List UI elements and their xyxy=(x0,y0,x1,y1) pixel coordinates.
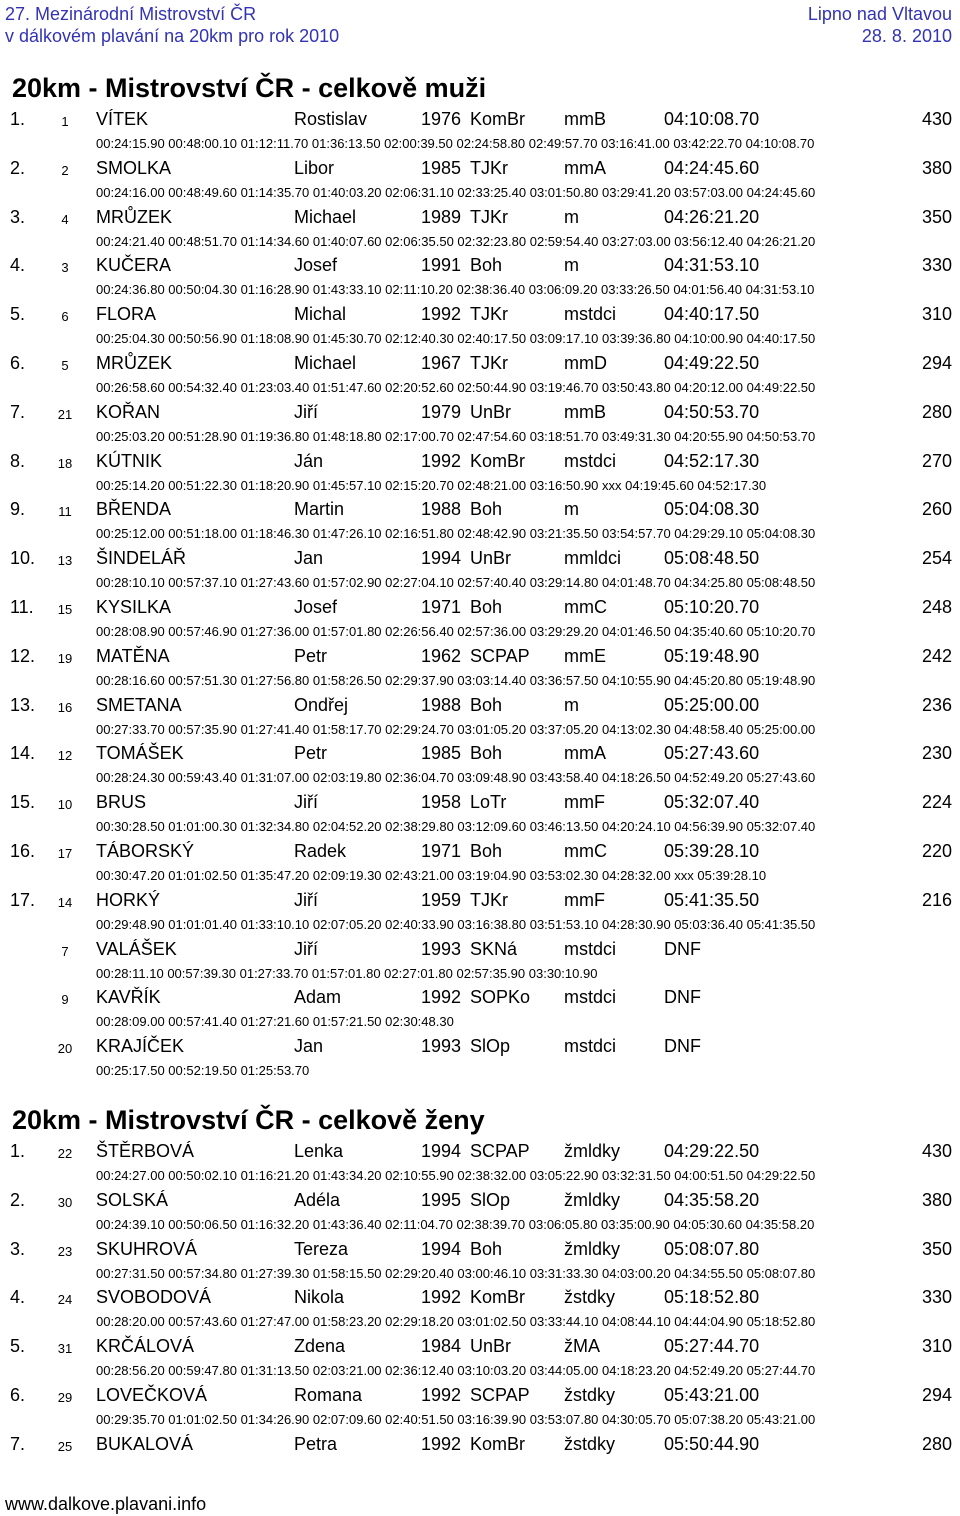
points: 430 xyxy=(921,109,952,129)
first-name: Nikola xyxy=(294,1287,345,1308)
category: mstdci xyxy=(564,938,617,959)
rank-cell: 4. xyxy=(10,1287,26,1308)
split-times: 00:28:24.30 00:59:43.40 01:31:07.00 02:03:19.80 02:36:04.70 03:09:48.90 03:43:58.40 04:18:26.50 04:52:49.20 05:27:43.60 xyxy=(96,770,816,786)
surname: MRŮZEK xyxy=(96,353,172,373)
result-row xyxy=(0,1189,960,1237)
finish-time: 05:39:28.10 xyxy=(664,841,760,861)
split-times: 00:30:28.50 01:01:00.30 01:32:34.80 02:04:52.20 02:38:29.80 03:12:09.60 03:46:13.50 04:20:24.10 04:56:39.90 05:32:07.40 xyxy=(96,819,816,835)
split-times: 00:24:21.40 00:48:51.70 01:14:34.60 01:40:07.60 02:06:35.50 02:32:23.80 02:59:54.40 03:27:03.00 03:56:12.40 04:26:21.20 xyxy=(96,233,816,249)
club: SlOp xyxy=(470,1189,511,1210)
result-row xyxy=(0,645,960,693)
first-name: Jan xyxy=(294,548,324,569)
split-times: 00:30:47.20 01:01:02.50 01:35:47.20 02:09:19.30 02:43:21.00 03:19:04.90 03:53:02.30 04:28:32.00 xxx 05:39:28.10 xyxy=(96,868,767,883)
points: 380 xyxy=(921,1189,952,1210)
start-number: 9 xyxy=(61,992,69,1008)
rank-cell: 2. xyxy=(10,1189,26,1210)
first-name: Adam xyxy=(294,987,342,1008)
first-name: Jan xyxy=(294,1036,324,1057)
section-title: 20km - Mistrovství ČR - celkově ženy xyxy=(12,1105,485,1135)
points: 220 xyxy=(921,841,952,861)
points: 294 xyxy=(921,1385,952,1405)
first-name: Libor xyxy=(294,157,335,178)
birth-year: 1992 xyxy=(421,1287,462,1308)
club: KomBr xyxy=(470,1433,526,1454)
rank-cell: 11. xyxy=(10,597,34,617)
split-times: 00:29:48.90 01:01:01.40 01:33:10.10 02:07:05.20 02:40:33.90 03:16:38.80 03:51:53.10 04:28:30.90 05:03:36.40 05:41:35.50 xyxy=(96,916,816,932)
split-times: 00:27:33.70 00:57:35.90 01:27:41.40 01:58:17.70 02:29:24.70 03:01:05.20 03:37:05.20 04:13:02.30 04:48:58.40 05:25:00.00 xyxy=(96,721,816,737)
start-number: 14 xyxy=(57,894,73,910)
birth-year: 1967 xyxy=(421,353,462,373)
birth-year: 1992 xyxy=(421,304,462,325)
rank-cell: 3. xyxy=(10,206,26,227)
surname: SOLSKÁ xyxy=(96,1189,169,1210)
split-times: 00:24:15.90 00:48:00.10 01:12:11.70 01:36:13.50 02:00:39.50 02:24:58.80 02:49:57.70 03:16:41.00 03:42:22.70 04:10:08.70 xyxy=(96,136,815,151)
start-number: 21 xyxy=(57,406,73,422)
category: mmA xyxy=(564,743,606,764)
finish-time: 04:24:45.60 xyxy=(664,157,760,178)
split-times: 00:28:20.00 00:57:43.60 01:27:47.00 01:58:23.20 02:29:18.20 03:01:02.50 03:33:44.10 04:08:44.10 04:44:04.90 05:18:52.80 xyxy=(96,1314,816,1330)
result-row xyxy=(0,596,960,644)
surname: MATĚNA xyxy=(96,645,170,666)
points: 310 xyxy=(921,1336,952,1357)
result-row xyxy=(0,791,960,839)
birth-year: 1985 xyxy=(421,157,462,178)
points: 330 xyxy=(921,1287,952,1308)
start-number: 1 xyxy=(61,114,69,129)
finish-time: 05:25:00.00 xyxy=(664,694,760,715)
category: žstdky xyxy=(564,1433,616,1454)
finish-time: 05:43:21.00 xyxy=(664,1385,760,1405)
rank-cell: 8. xyxy=(10,450,26,471)
event-title: 27. Mezinárodní Mistrovství ČR xyxy=(5,4,257,24)
points: 430 xyxy=(921,1141,952,1161)
birth-year: 1985 xyxy=(421,743,462,764)
split-times: 00:26:58.60 00:54:32.40 01:23:03.40 01:51:47.60 02:20:52.60 02:50:44.90 03:19:46.70 03:50:43.80 04:20:12.00 04:49:22.50 xyxy=(96,380,816,395)
surname: KOŘAN xyxy=(96,401,161,422)
result-row xyxy=(0,1384,960,1432)
category: m xyxy=(564,255,579,276)
split-times: 00:24:39.10 00:50:06.50 01:16:32.20 01:43:36.40 02:11:04.70 02:38:39.70 03:06:05.80 03:35:00.90 04:05:30.60 04:35:58.20 xyxy=(96,1216,815,1232)
rank-cell: 7. xyxy=(10,1433,26,1454)
rank-cell: 5. xyxy=(10,1336,26,1357)
category: mstdci xyxy=(564,450,617,471)
finish-time: 05:32:07.40 xyxy=(664,792,760,813)
start-number: 19 xyxy=(57,650,73,666)
start-number: 2 xyxy=(61,162,69,178)
first-name: Tereza xyxy=(294,1238,349,1259)
rank-cell: 12. xyxy=(10,645,36,666)
first-name: Jiří xyxy=(294,792,318,813)
first-name: Ján xyxy=(294,450,324,471)
split-times: 00:28:56.20 00:59:47.80 01:31:13.50 02:03:21.00 02:36:12.40 03:10:03.20 03:44:05.00 04:18:23.20 04:52:49.20 05:27:44.70 xyxy=(96,1363,816,1379)
result-row xyxy=(0,547,960,595)
points: 280 xyxy=(921,401,952,422)
birth-year: 1962 xyxy=(421,645,462,666)
split-times: 00:28:10.10 00:57:37.10 01:27:43.60 01:57:02.90 02:27:04.10 02:57:40.40 03:29:14.80 04:01:48.70 04:34:25.80 05:08:48.50 xyxy=(96,575,816,591)
finish-time: 04:29:22.50 xyxy=(664,1141,760,1161)
points: 310 xyxy=(921,304,952,325)
first-name: Adéla xyxy=(294,1189,341,1210)
first-name: Rostislav xyxy=(294,109,368,129)
category: žstdky xyxy=(564,1287,616,1308)
start-number: 12 xyxy=(57,748,73,764)
page-header xyxy=(0,0,960,46)
birth-year: 1991 xyxy=(421,255,462,276)
birth-year: 1988 xyxy=(421,694,462,715)
result-row xyxy=(0,1035,960,1083)
finish-time: 04:49:22.50 xyxy=(664,353,760,373)
start-number: 31 xyxy=(57,1341,73,1357)
finish-time: 05:10:20.70 xyxy=(664,597,760,617)
birth-year: 1971 xyxy=(421,597,462,617)
points: 294 xyxy=(921,353,952,373)
finish-time: 05:18:52.80 xyxy=(664,1287,760,1308)
club: TJKr xyxy=(470,353,508,373)
finish-time: 05:50:44.90 xyxy=(664,1433,760,1454)
club: Boh xyxy=(470,743,503,764)
first-name: Michael xyxy=(294,206,357,227)
points: 230 xyxy=(921,743,952,764)
first-name: Michal xyxy=(294,304,347,325)
first-name: Ondřej xyxy=(294,694,349,715)
category: mstdci xyxy=(564,987,617,1008)
first-name: Michael xyxy=(294,353,357,373)
rank-cell: 17. xyxy=(10,889,36,910)
category: m xyxy=(564,499,579,520)
start-number: 22 xyxy=(57,1146,73,1161)
finish-time: 04:35:58.20 xyxy=(664,1189,760,1210)
surname: KRČÁLOVÁ xyxy=(96,1336,195,1357)
category: mmF xyxy=(564,889,605,910)
start-number: 15 xyxy=(57,602,73,617)
result-row xyxy=(0,840,960,888)
points: 380 xyxy=(921,157,952,178)
rank-cell: 14. xyxy=(10,743,36,764)
surname: SMETANA xyxy=(96,694,182,715)
event-subtitle: v dálkovém plavání na 20km pro rok 2010 xyxy=(5,26,340,46)
club: SCPAP xyxy=(470,1385,530,1405)
result-row xyxy=(0,938,960,986)
result-row xyxy=(0,498,960,546)
club: Boh xyxy=(470,694,503,715)
birth-year: 1995 xyxy=(421,1189,462,1210)
start-number: 11 xyxy=(58,504,72,520)
points: 254 xyxy=(921,548,952,569)
club: SKNá xyxy=(470,938,518,959)
birth-year: 1958 xyxy=(421,792,462,813)
club: UnBr xyxy=(470,1336,512,1357)
start-number: 6 xyxy=(61,309,69,325)
rank-cell: 2. xyxy=(10,157,26,178)
result-row xyxy=(0,1286,960,1334)
split-times: 00:28:11.10 00:57:39.30 01:27:33.70 01:57:01.80 02:27:01.80 02:57:35.90 03:30:10.90 xyxy=(96,965,598,981)
club: LoTr xyxy=(470,792,507,813)
first-name: Petr xyxy=(294,645,328,666)
finish-time: 04:40:17.50 xyxy=(664,304,760,325)
result-row xyxy=(0,254,960,302)
first-name: Jiří xyxy=(294,938,318,959)
rank-cell: 10. xyxy=(10,548,36,569)
result-row xyxy=(0,986,960,1034)
result-row xyxy=(0,694,960,742)
club: KomBr xyxy=(470,450,526,471)
rank-cell: 7. xyxy=(10,401,26,422)
rank-cell: 4. xyxy=(10,255,26,276)
first-name: Josef xyxy=(294,255,338,276)
birth-year: 1989 xyxy=(421,206,462,227)
split-times: 00:29:35.70 01:01:02.50 01:34:26.90 02:07:09.60 02:40:51.50 03:16:39.90 03:53:07.80 04:30:05.70 05:07:38.20 05:43:21.00 xyxy=(96,1412,816,1427)
finish-time: 04:50:53.70 xyxy=(664,401,760,422)
club: Boh xyxy=(470,597,503,617)
split-times: 00:25:12.00 00:51:18.00 01:18:46.30 01:47:26.10 02:16:51.80 02:48:42.90 03:21:35.50 03:54:57.70 04:29:29.10 05:04:08.30 xyxy=(96,526,816,542)
club: UnBr xyxy=(470,548,512,569)
finish-time: DNF xyxy=(664,987,701,1008)
surname: MRŮZEK xyxy=(96,206,172,227)
category: m xyxy=(564,694,579,715)
first-name: Jiří xyxy=(294,401,318,422)
surname: HORKÝ xyxy=(96,889,161,910)
first-name: Martin xyxy=(294,499,345,520)
birth-year: 1994 xyxy=(421,1238,462,1259)
finish-time: 04:31:53.10 xyxy=(664,255,760,276)
surname: BUKALOVÁ xyxy=(96,1433,194,1454)
result-row xyxy=(0,1140,960,1188)
finish-time: 05:08:48.50 xyxy=(664,548,760,569)
points: 260 xyxy=(921,499,952,520)
result-row xyxy=(0,352,960,400)
club: KomBr xyxy=(470,109,526,129)
start-number: 29 xyxy=(57,1390,73,1405)
birth-year: 1984 xyxy=(421,1336,462,1357)
birth-year: 1993 xyxy=(421,1036,462,1057)
club: Boh xyxy=(470,841,503,861)
rank-cell: 16. xyxy=(10,841,36,861)
birth-year: 1992 xyxy=(421,1433,462,1454)
split-times: 00:25:17.50 00:52:19.50 01:25:53.70 xyxy=(96,1063,310,1079)
first-name: Romana xyxy=(294,1385,363,1405)
birth-year: 1992 xyxy=(421,450,462,471)
points: 248 xyxy=(921,597,952,617)
club: TJKr xyxy=(470,889,508,910)
club: Boh xyxy=(470,1238,503,1259)
surname: LOVEČKOVÁ xyxy=(96,1385,208,1405)
birth-year: 1976 xyxy=(421,109,462,129)
surname: ŠINDELÁŘ xyxy=(96,548,187,569)
category: mmldci xyxy=(564,548,621,569)
result-row xyxy=(0,157,960,205)
first-name: Lenka xyxy=(294,1141,344,1161)
birth-year: 1992 xyxy=(421,987,462,1008)
category: žmldky xyxy=(564,1238,621,1259)
surname: KAVŘÍK xyxy=(96,987,161,1008)
result-row xyxy=(0,1238,960,1286)
club: Boh xyxy=(470,499,503,520)
club: SOPKo xyxy=(470,987,531,1008)
points: 224 xyxy=(921,792,952,813)
finish-time: 05:19:48.90 xyxy=(664,645,760,666)
first-name: Radek xyxy=(294,841,347,861)
finish-time: 04:26:21.20 xyxy=(664,206,760,227)
start-number: 13 xyxy=(57,553,73,569)
result-row xyxy=(0,401,960,449)
birth-year: 1988 xyxy=(421,499,462,520)
result-row xyxy=(0,742,960,790)
finish-time: 05:08:07.80 xyxy=(664,1238,760,1259)
points: 216 xyxy=(921,889,952,910)
surname: TÁBORSKÝ xyxy=(96,841,195,861)
start-number: 24 xyxy=(57,1292,73,1308)
surname: BRUS xyxy=(96,792,147,813)
category: mstdci xyxy=(564,1036,617,1057)
club: UnBr xyxy=(470,401,512,422)
start-number: 7 xyxy=(61,943,69,959)
birth-year: 1993 xyxy=(421,938,462,959)
start-number: 17 xyxy=(57,846,73,861)
split-times: 00:27:31.50 00:57:34.80 01:27:39.30 01:58:15.50 02:29:20.40 03:00:46.10 03:31:33.30 04:03:00.20 04:34:55.50 05:08:07.80 xyxy=(96,1265,816,1281)
result-row xyxy=(0,1335,960,1383)
points: 350 xyxy=(921,206,952,227)
first-name: Petra xyxy=(294,1433,338,1454)
birth-year: 1979 xyxy=(421,401,462,422)
result-row xyxy=(0,108,960,156)
category: m xyxy=(564,206,579,227)
start-number: 25 xyxy=(57,1438,73,1454)
club: Boh xyxy=(470,255,503,276)
points: 236 xyxy=(921,694,952,715)
finish-time: 04:52:17.30 xyxy=(664,450,760,471)
category: mmD xyxy=(564,353,607,373)
club: SCPAP xyxy=(470,1141,530,1161)
start-number: 16 xyxy=(57,699,73,715)
surname: FLORA xyxy=(96,304,157,325)
club: TJKr xyxy=(470,304,508,325)
result-row xyxy=(0,1433,960,1481)
finish-time: 05:04:08.30 xyxy=(664,499,760,520)
start-number: 23 xyxy=(57,1243,73,1259)
start-number: 5 xyxy=(61,358,69,373)
finish-time: DNF xyxy=(664,1036,701,1057)
first-name: Zdena xyxy=(294,1336,346,1357)
split-times: 00:24:36.80 00:50:04.30 01:16:28.90 01:43:33.10 02:11:10.20 02:38:36.40 03:06:09.20 03:33:26.50 04:01:56.40 04:31:53.10 xyxy=(96,282,815,298)
surname: TOMÁŠEK xyxy=(96,743,184,764)
start-number: 20 xyxy=(57,1041,73,1057)
result-row xyxy=(0,889,960,937)
rank-cell: 15. xyxy=(10,792,36,813)
birth-year: 1992 xyxy=(421,1385,462,1405)
start-number: 30 xyxy=(57,1194,73,1210)
club: TJKr xyxy=(470,157,508,178)
category: žmldky xyxy=(564,1141,621,1161)
surname: KRAJÍČEK xyxy=(96,1036,185,1057)
first-name: Petr xyxy=(294,743,328,764)
surname: SMOLKA xyxy=(96,157,172,178)
points: 330 xyxy=(921,255,952,276)
split-times: 00:25:03.20 00:51:28.90 01:19:36.80 01:48:18.80 02:17:00.70 02:47:54.60 03:18:51.70 03:49:31.30 04:20:55.90 04:50:53.70 xyxy=(96,428,816,444)
surname: VÍTEK xyxy=(96,109,149,129)
start-number: 3 xyxy=(61,260,69,276)
start-number: 10 xyxy=(57,797,73,813)
club: SlOp xyxy=(470,1036,511,1057)
rank-cell: 13. xyxy=(10,694,36,715)
surname: SVOBODOVÁ xyxy=(96,1287,212,1308)
surname: SKUHROVÁ xyxy=(96,1238,198,1259)
points: 350 xyxy=(921,1238,952,1259)
birth-year: 1959 xyxy=(421,889,462,910)
section-title: 20km - Mistrovství ČR - celkově muži xyxy=(12,73,487,103)
category: žMA xyxy=(564,1336,600,1357)
result-row xyxy=(0,206,960,254)
rank-cell: 9. xyxy=(10,499,26,520)
club: TJKr xyxy=(470,206,508,227)
birth-year: 1994 xyxy=(421,1141,462,1161)
surname: BŘENDA xyxy=(96,499,172,520)
split-times: 00:24:27.00 00:50:02.10 01:16:21.20 01:43:34.20 02:10:55.90 02:38:32.00 03:05:22.90 03:32:31.50 04:00:51.50 04:29:22.50 xyxy=(96,1168,816,1183)
category: mmB xyxy=(564,109,606,129)
rank-cell: 5. xyxy=(10,304,26,325)
rank-cell: 3. xyxy=(10,1238,26,1259)
result-row xyxy=(0,450,960,498)
category: žmldky xyxy=(564,1189,621,1210)
points: 242 xyxy=(921,645,952,666)
surname: KUČERA xyxy=(96,255,172,276)
first-name: Jiří xyxy=(294,889,318,910)
surname: ŠTĚRBOVÁ xyxy=(96,1141,195,1161)
split-times: 00:25:04.30 00:50:56.90 01:18:08.90 01:45:30.70 02:12:40.30 02:40:17.50 03:09:17.10 03:39:36.80 04:10:00.90 04:40:17.50 xyxy=(96,331,816,347)
split-times: 00:28:16.60 00:57:51.30 01:27:56.80 01:58:26.50 02:29:37.90 03:03:14.40 03:36:57.50 04:10:55.90 04:45:20.80 05:19:48.90 xyxy=(96,672,816,688)
surname: VALÁŠEK xyxy=(96,938,177,959)
club: SCPAP xyxy=(470,645,530,666)
birth-year: 1971 xyxy=(421,841,462,861)
footer-url: www.dalkove.plavani.info xyxy=(5,1494,207,1514)
category: mmE xyxy=(564,645,606,666)
category: mstdci xyxy=(564,304,617,325)
finish-time: 05:41:35.50 xyxy=(664,889,760,910)
first-name: Josef xyxy=(294,597,338,617)
category: mmF xyxy=(564,792,605,813)
club: KomBr xyxy=(470,1287,526,1308)
birth-year: 1994 xyxy=(421,548,462,569)
event-date: 28. 8. 2010 xyxy=(861,26,952,46)
surname: KYSILKA xyxy=(96,597,172,617)
rank-cell: 6. xyxy=(10,1385,26,1405)
result-row xyxy=(0,303,960,351)
finish-time: 05:27:43.60 xyxy=(664,743,760,764)
category: mmA xyxy=(564,157,606,178)
category: žstdky xyxy=(564,1385,616,1405)
start-number: 4 xyxy=(61,211,69,227)
surname: KÚTNIK xyxy=(96,450,163,471)
split-times: 00:24:16.00 00:48:49.60 01:14:35.70 01:40:03.20 02:06:31.10 02:33:25.40 03:01:50.80 03:29:41.20 03:57:03.00 04:24:45.60 xyxy=(96,184,816,200)
finish-time: DNF xyxy=(664,938,701,959)
event-location: Lipno nad Vltavou xyxy=(807,4,952,24)
split-times: 00:28:09.00 00:57:41.40 01:27:21.60 01:57:21.50 02:30:48.30 xyxy=(96,1014,454,1030)
rank-cell: 1. xyxy=(10,109,26,129)
category: mmC xyxy=(564,597,607,617)
points: 270 xyxy=(921,450,952,471)
split-times: 00:28:08.90 00:57:46.90 01:27:36.00 01:57:01.80 02:26:56.40 02:57:36.00 03:29:29.20 04:01:46.50 04:35:40.60 05:10:20.70 xyxy=(96,624,816,639)
rank-cell: 6. xyxy=(10,353,26,373)
category: mmB xyxy=(564,401,606,422)
rank-cell: 1. xyxy=(10,1141,26,1161)
start-number: 18 xyxy=(57,455,73,471)
split-times: 00:25:14.20 00:51:22.30 01:18:20.90 01:45:57.10 02:15:20.70 02:48:21.00 03:16:50.90 xxx 04:19:45.60 04:52:17.30 xyxy=(96,477,767,493)
category: mmC xyxy=(564,841,607,861)
finish-time: 04:10:08.70 xyxy=(664,109,760,129)
finish-time: 05:27:44.70 xyxy=(664,1336,760,1357)
points: 280 xyxy=(921,1433,952,1454)
